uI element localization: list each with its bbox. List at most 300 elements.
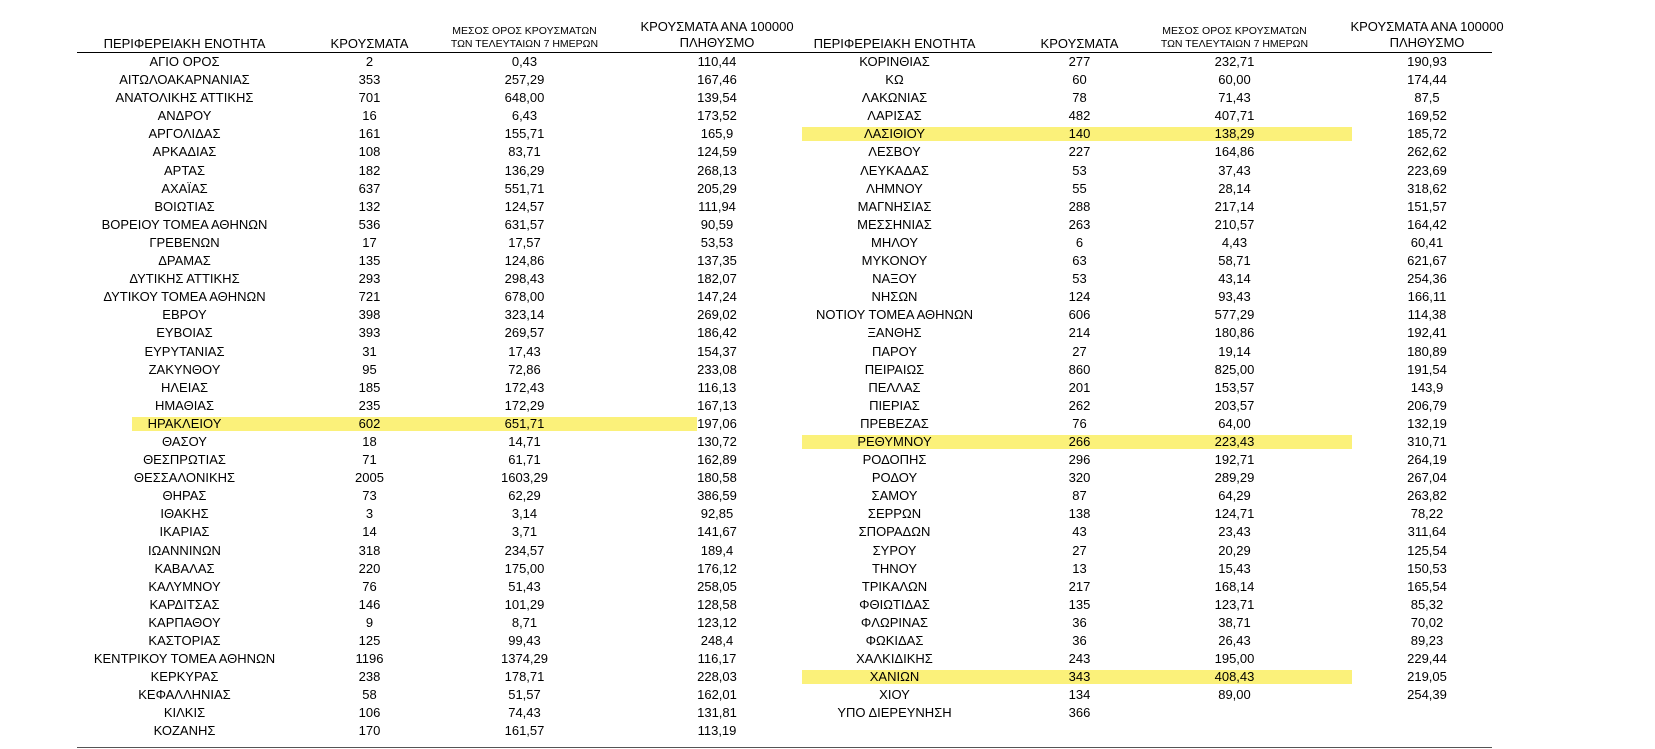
cell-per-100k: 89,23	[1410, 633, 1444, 648]
table-row	[77, 107, 802, 125]
table-row	[77, 180, 802, 198]
cell-region: ΒΟΡΕΙΟΥ ΤΟΜΕΑ ΑΘΗΝΩΝ	[101, 216, 268, 232]
cell-avg-7-days: 3,14	[511, 506, 538, 522]
table-row	[77, 89, 802, 107]
cell-per-100k: 311,64	[1407, 524, 1447, 540]
cell-region: ΚΕΝΤΡΙΚΟΥ ΤΟΜΕΑ ΑΘΗΝΩΝ	[93, 651, 276, 667]
cell-cases: 9	[365, 614, 374, 630]
cell-avg-7-days: 71,43	[1218, 90, 1251, 106]
cell-region: ΔΡΑΜΑΣ	[158, 253, 211, 269]
cell-per-100k: 154,37	[697, 343, 737, 359]
cell-per-100k: 92,85	[700, 506, 734, 522]
cell-region: ΚΕΦΑΛΛΗΝΙΑΣ	[138, 687, 231, 703]
cell-per-100k: 219,05	[1407, 669, 1447, 685]
cell-per-100k: 254,36	[1407, 271, 1447, 287]
cell-per-100k: 147,24	[697, 289, 737, 305]
cell-avg-7-days: 51,43	[508, 578, 541, 594]
cell-avg-7-days: 298,43	[504, 271, 545, 287]
cell-region: ΣΕΡΡΩΝ	[867, 506, 922, 522]
cell-per-100k: 128,58	[697, 596, 737, 612]
cell-avg-7-days: 138,29	[1214, 126, 1255, 142]
header-per100k-line2: ΠΛΗΘΥΣΜΟ	[679, 35, 755, 50]
cell-per-100k: 166,11	[1407, 289, 1447, 305]
cell-per-100k: 182,07	[697, 271, 737, 287]
cell-region: ΡΕΘΥΜΝΟΥ	[857, 433, 932, 449]
cell-per-100k: 248,4	[700, 633, 734, 648]
cell-per-100k: 123,12	[697, 614, 737, 630]
cell-region: ΤΡΙΚΑΛΩΝ	[861, 578, 928, 594]
cell-per-100k: 60,41	[1410, 234, 1444, 250]
cell-cases: 58	[362, 687, 377, 703]
table-row	[77, 53, 802, 71]
cell-cases: 27	[1072, 542, 1087, 558]
table-row	[77, 216, 802, 234]
cell-per-100k: 206,79	[1407, 397, 1447, 413]
cell-region: ΛΗΜΝΟΥ	[866, 180, 923, 196]
table-row	[787, 125, 1492, 143]
cell-per-100k: 131,81	[697, 705, 737, 721]
cell-avg-7-days: 408,43	[1214, 669, 1255, 685]
table-row	[787, 505, 1492, 523]
cell-region: ΛΑΚΩΝΙΑΣ	[861, 90, 928, 106]
header-avg-line2: ΤΩΝ ΤΕΛΕΥΤΑΙΩΝ 7 ΗΜΕΡΩΝ	[450, 38, 599, 50]
cell-per-100k: 621,67	[1407, 253, 1447, 269]
cell-avg-7-days: 8,71	[511, 614, 538, 630]
cell-region: ΑΙΤΩΛΟΑΚΑΡΝΑΝΙΑΣ	[119, 72, 250, 88]
cell-cases: 43	[1072, 524, 1087, 540]
cell-region: ΗΡΑΚΛΕΙΟΥ	[147, 415, 222, 431]
cell-cases: 6	[1075, 234, 1084, 250]
cell-avg-7-days: 203,57	[1214, 397, 1255, 413]
table-row	[787, 650, 1492, 668]
cell-cases: 146	[358, 596, 381, 612]
cell-cases: 27	[1072, 343, 1087, 359]
table-row	[787, 143, 1492, 161]
cell-cases: 602	[358, 415, 381, 431]
cell-cases: 293	[358, 271, 381, 287]
cell-cases: 132	[358, 198, 381, 214]
cell-region: ΚΑΡΔΙΤΣΑΣ	[149, 596, 220, 612]
cell-region: ΠΙΕΡΙΑΣ	[869, 397, 920, 413]
cell-avg-7-days: 217,14	[1214, 198, 1255, 214]
cell-region: ΘΑΣΟΥ	[162, 433, 207, 449]
cell-avg-7-days: 551,71	[504, 180, 545, 196]
cell-per-100k: 169,52	[1407, 108, 1447, 124]
cell-region: ΑΡΓΟΛΙΔΑΣ	[148, 126, 221, 142]
cell-avg-7-days: 124,86	[504, 253, 545, 269]
cell-per-100k: 180,58	[697, 470, 737, 486]
cell-avg-7-days: 15,43	[1218, 560, 1251, 576]
cell-avg-7-days: 257,29	[504, 72, 545, 88]
cell-region: ΧΙΟΥ	[879, 687, 910, 703]
cell-avg-7-days: 99,43	[508, 633, 541, 648]
table-row	[77, 505, 802, 523]
cell-region: ΗΛΕΙΑΣ	[160, 379, 209, 395]
table-row	[787, 324, 1492, 342]
cell-per-100k: 114,38	[1407, 307, 1447, 323]
cell-cases: 2005	[355, 470, 384, 486]
cell-cases: 134	[1068, 687, 1091, 703]
cell-cases: 2	[365, 54, 374, 69]
cell-cases: 76	[362, 578, 377, 594]
cell-per-100k: 223,69	[1407, 162, 1447, 178]
table-row	[77, 451, 802, 469]
table-row	[77, 270, 802, 288]
cell-region: ΠΡΕΒΕΖΑΣ	[860, 415, 929, 431]
cell-per-100k: 167,46	[697, 72, 737, 88]
cell-per-100k: 254,39	[1407, 687, 1447, 703]
cell-cases: 95	[362, 361, 377, 377]
cell-cases: 227	[1068, 144, 1091, 160]
table-row	[787, 487, 1492, 505]
header-per100k-line2: ΠΛΗΘΥΣΜΟ	[1389, 35, 1465, 50]
table-row	[77, 686, 802, 704]
cell-cases: 63	[1072, 253, 1087, 269]
table-row	[77, 487, 802, 505]
cell-region: ΕΥΡΥΤΑΝΙΑΣ	[144, 343, 225, 359]
cell-avg-7-days: 1374,29	[501, 651, 548, 667]
cell-cases: 243	[1068, 651, 1091, 667]
right-table	[787, 18, 1504, 722]
cell-region: ΦΩΚΙΔΑΣ	[865, 633, 924, 648]
cell-cases: 53	[1072, 271, 1087, 287]
cell-per-100k: 130,72	[697, 433, 737, 449]
table-row	[77, 397, 802, 415]
cell-cases: 135	[358, 253, 381, 269]
cell-per-100k: 87,5	[1414, 90, 1440, 106]
cell-cases: 266	[1068, 433, 1091, 449]
table-row	[787, 107, 1492, 125]
cell-region: ΔΥΤΙΚΗΣ ΑΤΤΙΚΗΣ	[129, 271, 240, 287]
cell-region: ΝΟΤΙΟΥ ΤΟΜΕΑ ΑΘΗΝΩΝ	[815, 307, 974, 323]
cell-cases: 353	[358, 72, 381, 88]
cell-cases: 17	[362, 234, 377, 250]
cell-region: ΑΝΔΡΟΥ	[157, 108, 212, 124]
cell-cases: 482	[1068, 108, 1091, 124]
header-cases: ΚΡΟΥΣΜΑΤΑ	[1040, 36, 1119, 51]
cell-per-100k: 137,35	[697, 253, 737, 269]
table-row	[77, 162, 802, 180]
left-table-body	[77, 53, 802, 741]
header-region: ΠΕΡΙΦΕΡΕΙΑΚΗ ΕΝΟΤΗΤΑ	[813, 36, 976, 51]
cell-avg-7-days: 323,14	[504, 307, 545, 323]
cell-cases: 170	[358, 723, 381, 739]
cell-cases: 296	[1068, 452, 1091, 468]
cell-avg-7-days: 51,57	[508, 687, 541, 703]
cell-avg-7-days: 825,00	[1214, 361, 1255, 377]
cell-per-100k: 70,02	[1410, 614, 1444, 630]
cell-per-100k: 185,72	[1407, 126, 1447, 142]
cell-avg-7-days: 43,14	[1218, 271, 1251, 287]
cell-per-100k: 190,93	[1407, 54, 1447, 69]
cell-per-100k: 132,19	[1407, 415, 1447, 431]
cell-region: ΡΟΔΟΠΗΣ	[862, 452, 927, 468]
cell-cases: 60	[1072, 72, 1087, 88]
cell-cases: 14	[362, 524, 377, 540]
cell-cases: 182	[358, 162, 381, 178]
header-avg-line1: ΜΕΣΟΣ ΟΡΟΣ ΚΡΟΥΣΜΑΤΩΝ	[1162, 25, 1307, 37]
cell-avg-7-days: 38,71	[1218, 614, 1251, 630]
cell-cases: 36	[1072, 614, 1087, 630]
cell-per-100k: 85,32	[1410, 596, 1444, 612]
cell-region: ΙΘΑΚΗΣ	[160, 506, 209, 522]
header-region: ΠΕΡΙΦΕΡΕΙΑΚΗ ΕΝΟΤΗΤΑ	[103, 36, 266, 51]
cell-per-100k: 229,44	[1407, 651, 1447, 667]
cell-avg-7-days: 155,71	[504, 126, 545, 142]
cell-avg-7-days: 289,29	[1214, 470, 1255, 486]
cell-avg-7-days: 577,29	[1214, 307, 1255, 323]
table-row	[787, 415, 1492, 433]
cell-per-100k: 269,02	[697, 307, 737, 323]
cell-per-100k: 174,44	[1407, 72, 1447, 88]
cell-region: ΘΕΣΠΡΩΤΙΑΣ	[143, 452, 226, 468]
table-row	[787, 632, 1492, 650]
table-row	[787, 614, 1492, 632]
cell-cases: 161	[358, 126, 381, 142]
table-row	[77, 324, 802, 342]
cell-cases: 220	[358, 560, 381, 576]
cell-region: ΛΕΣΒΟΥ	[868, 144, 921, 160]
cell-region: ΣΥΡΟΥ	[872, 542, 917, 558]
cell-avg-7-days: 60,00	[1218, 72, 1251, 88]
table-row	[787, 397, 1492, 415]
cell-per-100k: 141,67	[697, 524, 737, 540]
cell-avg-7-days: 3,71	[511, 524, 538, 540]
cell-per-100k: 318,62	[1407, 180, 1447, 196]
table-row	[787, 306, 1492, 324]
cell-cases: 108	[358, 144, 381, 160]
cell-cases: 3	[365, 506, 374, 522]
cell-per-100k: 191,54	[1407, 361, 1447, 377]
table-row	[77, 704, 802, 722]
cell-region: ΝΗΣΩΝ	[871, 289, 918, 305]
cell-region: ΚΕΡΚΥΡΑΣ	[150, 669, 219, 685]
cell-cases: 135	[1068, 596, 1091, 612]
cell-region: ΡΟΔΟΥ	[871, 470, 918, 486]
cell-avg-7-days: 123,71	[1214, 596, 1255, 612]
cell-cases: 606	[1068, 307, 1091, 323]
cell-avg-7-days: 37,43	[1218, 162, 1251, 178]
cell-cases: 288	[1068, 198, 1091, 214]
header-avg-line1: ΜΕΣΟΣ ΟΡΟΣ ΚΡΟΥΣΜΑΤΩΝ	[452, 25, 597, 37]
table-row	[77, 379, 802, 397]
cell-region: ΑΝΑΤΟΛΙΚΗΣ ΑΤΤΙΚΗΣ	[115, 90, 254, 106]
cell-per-100k: 262,62	[1407, 144, 1447, 160]
cell-per-100k: 233,08	[697, 361, 737, 377]
cell-cases: 366	[1068, 705, 1091, 721]
cell-avg-7-days: 23,43	[1218, 524, 1251, 540]
table-row	[787, 560, 1492, 578]
cell-cases: 235	[358, 397, 381, 413]
cell-avg-7-days: 101,29	[504, 596, 545, 612]
cell-cases: 140	[1068, 126, 1091, 142]
table-row	[77, 143, 802, 161]
cell-cases: 637	[358, 180, 381, 196]
table-row	[77, 125, 802, 143]
table-row	[787, 451, 1492, 469]
cell-avg-7-days: 124,71	[1214, 506, 1255, 522]
cell-avg-7-days: 192,71	[1214, 452, 1255, 468]
cell-avg-7-days: 407,71	[1214, 108, 1255, 124]
cell-per-100k: 176,12	[697, 560, 737, 576]
cell-per-100k: 258,05	[697, 578, 737, 594]
table-row	[787, 433, 1492, 451]
cell-region: ΜΕΣΣΗΝΙΑΣ	[857, 216, 932, 232]
cell-avg-7-days: 64,00	[1218, 415, 1251, 431]
cell-avg-7-days: 234,57	[504, 542, 545, 558]
cell-avg-7-days: 20,29	[1218, 542, 1251, 558]
cell-region: ΑΡΚΑΔΙΑΣ	[152, 144, 217, 160]
cell-cases: 71	[362, 452, 377, 468]
table-row	[77, 650, 802, 668]
cell-avg-7-days: 631,57	[504, 216, 545, 232]
cell-region: ΘΕΣΣΑΛΟΝΙΚΗΣ	[133, 470, 236, 486]
cell-per-100k: 90,59	[700, 216, 734, 232]
cell-region: ΚΑΡΠΑΘΟΥ	[148, 614, 221, 630]
cell-cases: 13	[1072, 560, 1087, 576]
bottom-rule	[77, 747, 1492, 748]
cell-region: ΜΥΚΟΝΟΥ	[861, 253, 928, 269]
cell-region: ΙΩΑΝΝΙΝΩΝ	[148, 542, 221, 558]
cell-per-100k: 116,13	[697, 379, 737, 395]
cell-region: ΗΜΑΘΙΑΣ	[154, 397, 215, 413]
cell-avg-7-days: 4,43	[1221, 234, 1248, 250]
table-row	[77, 542, 802, 560]
cell-avg-7-days: 1603,29	[501, 470, 548, 486]
cell-avg-7-days: 168,14	[1214, 578, 1255, 594]
cell-cases: 860	[1068, 361, 1091, 377]
table-row	[787, 542, 1492, 560]
cell-avg-7-days: 172,29	[504, 397, 545, 413]
cell-cases: 18	[362, 433, 377, 449]
cell-region: ΖΑΚΥΝΘΟΥ	[148, 361, 221, 377]
cell-avg-7-days: 14,71	[508, 433, 541, 449]
cell-cases: 721	[358, 289, 381, 305]
header-per-100k	[637, 19, 797, 51]
cell-avg-7-days: 136,29	[504, 162, 545, 178]
cell-region: ΥΠΟ ΔΙΕΡΕΥΝΗΣΗ	[837, 705, 952, 721]
cell-avg-7-days: 6,43	[511, 108, 538, 124]
table-row	[77, 596, 802, 614]
cell-cases: 55	[1072, 180, 1087, 196]
cell-cases: 536	[358, 216, 381, 232]
cell-per-100k: 167,13	[697, 397, 737, 413]
cell-region: ΚΑΛΥΜΝΟΥ	[148, 578, 221, 594]
cell-avg-7-days: 64,29	[1218, 488, 1251, 504]
table-row	[77, 198, 802, 216]
cell-cases: 214	[1068, 325, 1091, 341]
cell-per-100k: 228,03	[697, 669, 737, 685]
cell-per-100k: 111,94	[698, 198, 736, 214]
cell-region: ΣΑΜΟΥ	[871, 488, 918, 504]
cell-avg-7-days: 19,14	[1218, 343, 1251, 359]
table-row	[77, 560, 802, 578]
cell-cases: 53	[1072, 162, 1087, 178]
cell-avg-7-days: 62,29	[508, 488, 541, 504]
cell-cases: 78	[1072, 90, 1087, 106]
cell-cases: 318	[358, 542, 381, 558]
table-row	[77, 343, 802, 361]
table-row	[787, 469, 1492, 487]
table-row	[77, 252, 802, 270]
cell-avg-7-days: 93,43	[1218, 289, 1251, 305]
cell-region: ΜΗΛΟΥ	[871, 234, 918, 250]
table-row	[787, 71, 1492, 89]
cell-region: ΑΓΙΟ ΟΡΟΣ	[149, 54, 220, 69]
table-row	[787, 234, 1492, 252]
table-row	[77, 523, 802, 541]
table-row	[77, 288, 802, 306]
cell-region: ΚΩ	[885, 72, 904, 88]
table-row	[787, 578, 1492, 596]
cell-avg-7-days: 210,57	[1214, 216, 1255, 232]
cell-cases: 1196	[355, 651, 384, 667]
cell-per-100k: 186,42	[697, 325, 737, 341]
cell-per-100k: 150,53	[1407, 560, 1447, 576]
cell-avg-7-days: 58,71	[1218, 253, 1251, 269]
table-row	[77, 632, 802, 650]
table-row	[787, 596, 1492, 614]
table-row	[787, 343, 1492, 361]
left-table	[77, 18, 802, 741]
cell-region: ΚΟΖΑΝΗΣ	[153, 723, 216, 739]
cell-avg-7-days: 651,71	[504, 415, 545, 431]
cell-avg-7-days: 195,00	[1214, 651, 1255, 667]
table-row	[77, 578, 802, 596]
cell-cases: 238	[358, 669, 381, 685]
cell-per-100k: 139,54	[697, 90, 737, 106]
cell-region: ΠΕΙΡΑΙΩΣ	[864, 361, 925, 377]
cell-region: ΚΙΛΚΙΣ	[163, 705, 206, 721]
cell-avg-7-days: 26,43	[1218, 633, 1251, 648]
header-per100k-line1: ΚΡΟΥΣΜΑΤΑ ΑΝΑ 100000	[640, 19, 794, 34]
cell-avg-7-days: 180,86	[1214, 325, 1255, 341]
table-row	[77, 722, 802, 740]
header-avg-7-days	[1142, 25, 1327, 51]
cell-region: ΧΑΝΙΩΝ	[869, 669, 920, 685]
cell-region: ΛΑΡΙΣΑΣ	[867, 108, 922, 124]
cell-cases: 124	[1068, 289, 1091, 305]
cell-per-100k: 268,13	[697, 162, 737, 178]
table-row	[787, 53, 1492, 71]
cell-per-100k: 165,9	[700, 126, 734, 142]
cell-per-100k: 151,57	[1407, 198, 1447, 214]
table-row	[787, 704, 1492, 722]
cell-region: ΔΥΤΙΚΟΥ ΤΟΜΕΑ ΑΘΗΝΩΝ	[103, 289, 266, 305]
cell-cases: 138	[1068, 506, 1091, 522]
cell-region: ΝΑΞΟΥ	[872, 271, 917, 287]
cell-avg-7-days: 175,00	[504, 560, 545, 576]
header-per100k-line1: ΚΡΟΥΣΜΑΤΑ ΑΝΑ 100000	[1350, 19, 1504, 34]
table-row	[787, 523, 1492, 541]
cell-cases: 393	[358, 325, 381, 341]
table-row	[787, 216, 1492, 234]
cell-per-100k: 143,9	[1410, 379, 1444, 395]
cell-per-100k: 164,42	[1407, 216, 1447, 232]
cell-per-100k: 165,54	[1407, 578, 1447, 594]
cell-region: ΦΛΩΡΙΝΑΣ	[860, 614, 929, 630]
cell-region: ΓΡΕΒΕΝΩΝ	[149, 234, 220, 250]
cell-region: ΙΚΑΡΙΑΣ	[159, 524, 210, 540]
cell-per-100k: 162,01	[697, 687, 737, 703]
cell-region: ΞΑΝΘΗΣ	[867, 325, 922, 341]
cell-region: ΑΡΤΑΣ	[163, 162, 206, 178]
cell-cases: 31	[362, 343, 377, 359]
cell-avg-7-days: 153,57	[1214, 379, 1255, 395]
cell-avg-7-days: 164,86	[1214, 144, 1255, 160]
cell-avg-7-days: 89,00	[1218, 687, 1251, 703]
table-row	[787, 668, 1492, 686]
